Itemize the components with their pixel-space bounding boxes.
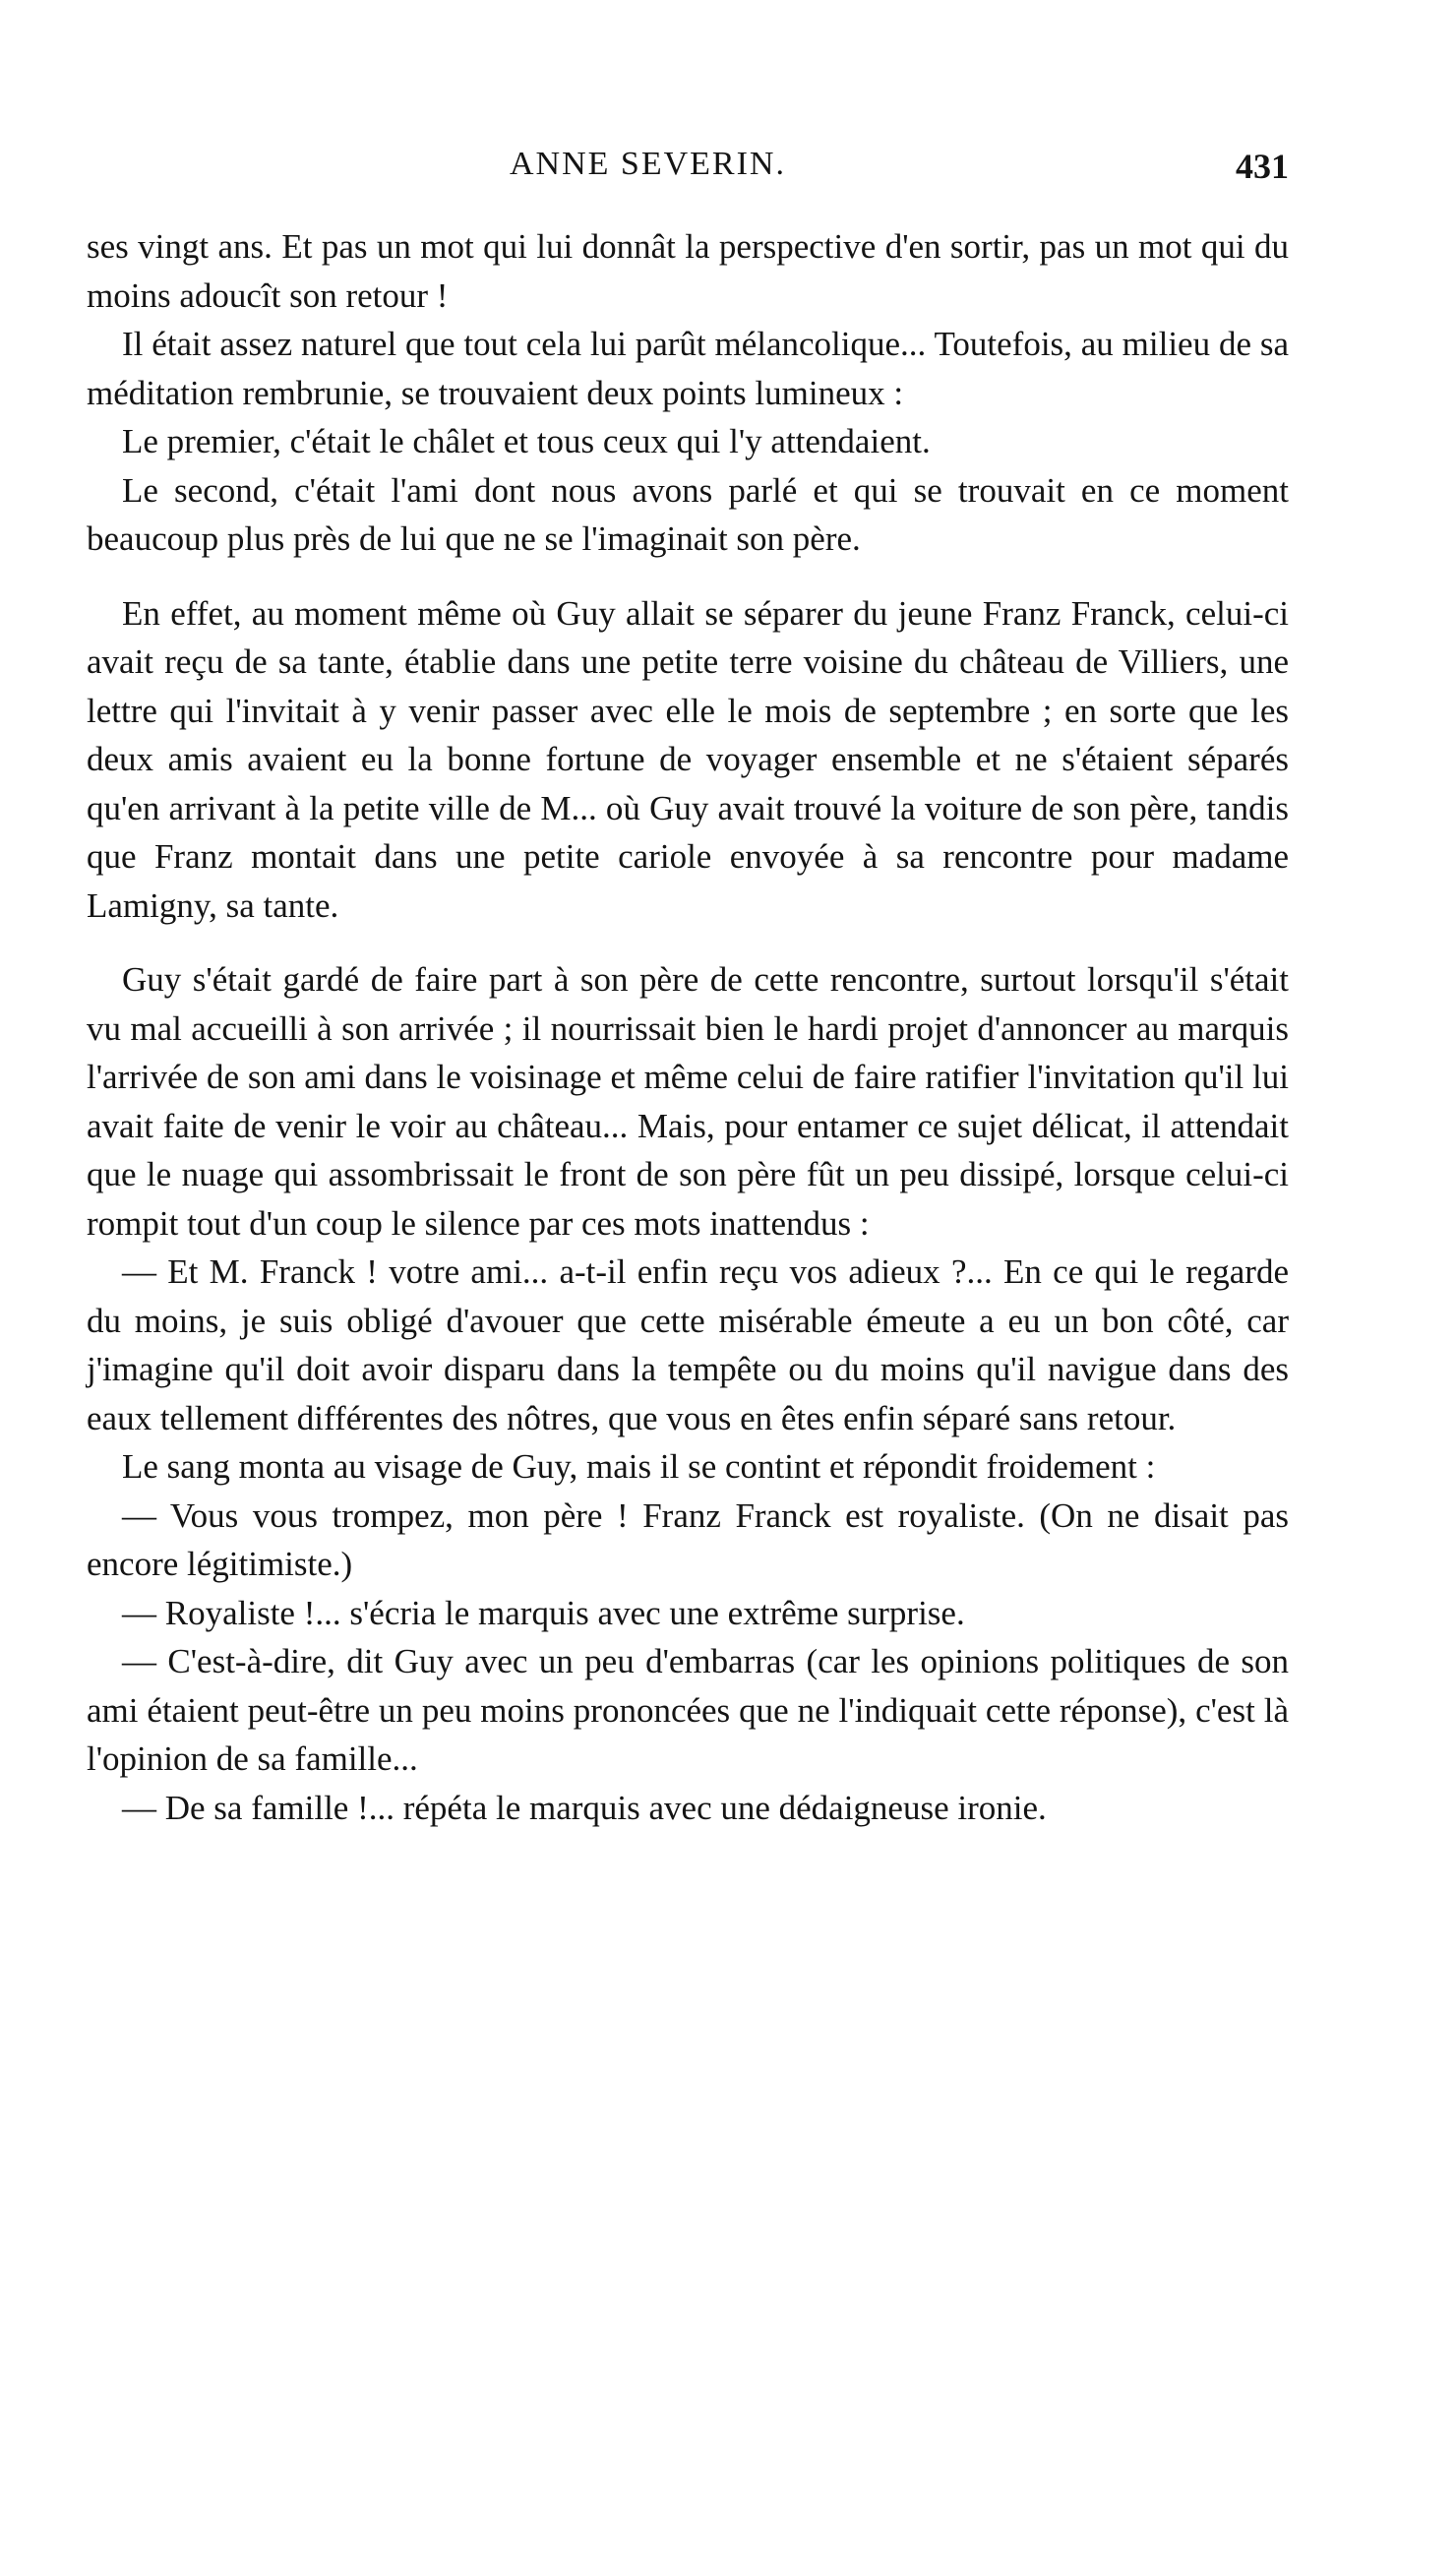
paragraph: Il était assez naturel que tout cela lui parût mélancolique... Toutefois, au milieu de sa méditation rembrunie, se trouvaient deux points lumineux :	[87, 325, 1289, 412]
dialogue-paragraph: — C'est-à-dire, dit Guy avec un peu d'embarras (car les opinions politiques de son ami étaient peut-être un peu moins prononcées que ne l'indiquait cette réponse), c'est là l'opinion de sa famille...	[87, 1642, 1289, 1778]
paragraph: ses vingt ans. Et pas un mot qui lui donnât la perspective d'en sortir, pas un mot qui du moins adoucît son retour !	[87, 227, 1289, 315]
dialogue-paragraph: — De sa famille !... répéta le marquis avec une dédaigneuse ironie.	[122, 1788, 1047, 1827]
paragraph: Le second, c'était l'ami dont nous avons parlé et qui se trouvait en ce moment beaucoup plus près de lui que ne se l'imaginait son père.	[87, 470, 1289, 558]
body-text	[87, 222, 1289, 1832]
paragraph: En effet, au moment même où Guy allait se séparer du jeune Franz Franck, celui-ci avait reçu de sa tante, établie dans une petite terre voisine du château de Villiers, une lettre qui l'invitait à y venir passer avec elle le mois de septembre ; en sorte que les deux amis avaient eu la bonne fortune de voyager ensemble et ne s'étaient séparés qu'en arrivant à la petite ville de M... où Guy avait trouvé la voiture de son père, tandis que Franz montait dans une petite cariole envoyée à sa rencontre pour madame Lamigny, sa tante.	[87, 593, 1289, 925]
paragraph: Guy s'était gardé de faire part à son père de cette rencontre, surtout lorsqu'il s'était vu mal accueilli à son arrivée ; il nourrissait bien le hardi projet d'annoncer au marquis l'arrivée de son ami dans le voisinage et même celui de faire ratifier l'invitation qu'il lui avait faite de venir le voir au château... Mais, pour entamer ce sujet délicat, il attendait que le nuage qui assombrissait le front de son père fût un peu dissipé, lorsque celui-ci rompit tout d'un coup le silence par ces mots inattendus :	[87, 960, 1289, 1243]
page-header	[87, 146, 1289, 193]
running-title: ANNE SEVERIN.	[510, 146, 786, 182]
dialogue-paragraph: — Et M. Franck ! votre ami... a-t-il enfin reçu vos adieux ?... En ce qui le regarde du moins, je suis obligé d'avouer que cette misérable émeute a eu un bon côté, car j'imagine qu'il doit avoir disparu dans la tempête ou du moins qu'il navigue dans des eaux tellement différentes des nôtres, que vous en êtes enfin séparé sans retour.	[87, 1252, 1289, 1437]
dialogue-paragraph: — Royaliste !... s'écria le marquis avec une extrême surprise.	[122, 1593, 965, 1632]
dialogue-paragraph: — Vous vous trompez, mon père ! Franz Franck est royaliste. (On ne disait pas encore légitimiste.)	[87, 1495, 1289, 1583]
paragraph: Le sang monta au visage de Guy, mais il se contint et répondit froidement :	[122, 1447, 1156, 1486]
paragraph: Le premier, c'était le châlet et tous ceux qui l'y attendaient.	[122, 422, 931, 460]
page-number: 431	[1236, 147, 1289, 186]
